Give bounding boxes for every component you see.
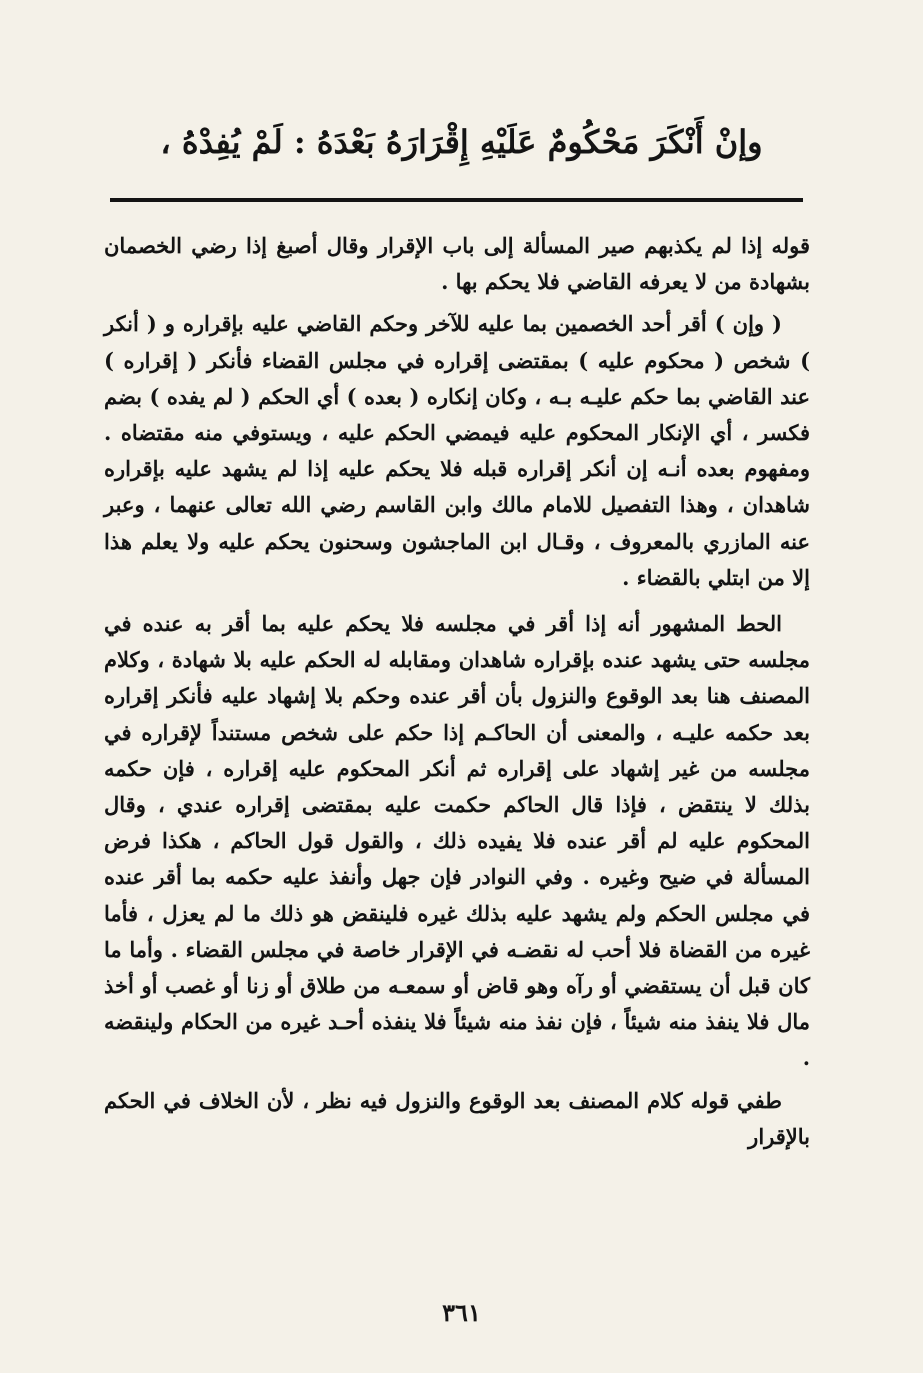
paragraph-3: الحط المشهور أنه إذا أقر في مجلسه فلا يحكم عليه بما أقر به عنده في مجلسه حتى يشهد عنده بإقراره شاهدان ومقابله له الحكم عليه بلا شهادة ، وكلام المصنف هنا بعد الوقوع والنزول بأن أقر عنده وحكم بلا إشهاد عليه فأنكر إقراره بعد حكمه عليـه ، والمعنى أن الحاكـم إذا حكم على شخص مستنداً لإقراره في مجلسه من غير إشهاد على إقراره ثم أنكر المحكوم عليه إقراره ، فإن حكمه بذلك لا ينتقض ، فإذا قال الحاكم حكمت عليه بمقتضى إقراره عندي ، وقال المحكوم عليه لم أقر عنده فلا يفيده ذلك ، والقول قول الحاكم ، هكذا فرض المسألة في ضيح وغيره . وفي النوادر فإن جهل وأنفذ عليه حكمه بما أقر عنده في مجلس الحكم ولم يشهد عليه بذلك غيره فلينقض هو ذلك ما لم يعزل ، فأما غيره من القضاة فلا أحب له نقضـه في الإقرار خاصة في مجلس القضاء . وأما ما كان قبل أن يستقضي أو رآه وهو قاض أو سمعـه من طلاق أو زنا أو غصب أو أخذ مال فلا ينفذ منه شيئاً ، فإن نفذ منه شيئاً فلا ينفذه أحـد غيره من الحكام ولينقضه . (104, 611, 810, 1071)
paragraph-4: طفي قوله كلام المصنف بعد الوقوع والنزول فيه نظر ، لأن الخلاف في الحكم بالإقرار (104, 1087, 810, 1149)
page-number: ٣٦١ (442, 1298, 481, 1327)
paragraph-1: قوله إذا لم يكذبهم صير المسألة إلى باب الإقرار وقال أصبغ إذا رضي الخصمان بشهادة من لا يعرفه القاضي فلا يحكم بها . (104, 233, 810, 295)
paragraph-2: ( وإن ) أقر أحد الخصمين بما عليه للآخر وحكم القاضي عليه بإقراره و ( أنكر ) شخص ( محكوم عليه ) بمقتضى إقراره في مجلس القضاء فأنكر ( إقراره ) عند القاضي بما حكم عليـه بـه ، وكان إنكاره ( بعده ) أي الحكم ( لم يفده ) بضم فكسر ، أي الإنكار المحكوم عليه فيمضي الحكم عليه ، ويستوفي منه مقتضاه . ومفهوم بعده أنـه إن أنكر إقراره قبله فلا يحكم عليه إذا لم يشهد عليه بإقراره شاهدان ، وهذا التفصيل للامام مالك وابن القاسم رضي الله تعالى عنهما ، وعبر عنه المازري بالمعروف ، وقـال ابن الماجشون وسحنون يحكم عليه ولا يعلم هذا إلا من ابتلي بالقضاء . (104, 311, 810, 590)
heading-divider (110, 198, 803, 202)
section-heading: وإنْ أَنْكَرَ مَحْكُومٌ عَلَيْهِ إِقْرَارَهُ بَعْدَهُ : لَمْ يُفِدْهُ ، (160, 123, 763, 161)
body-text (104, 228, 810, 1155)
